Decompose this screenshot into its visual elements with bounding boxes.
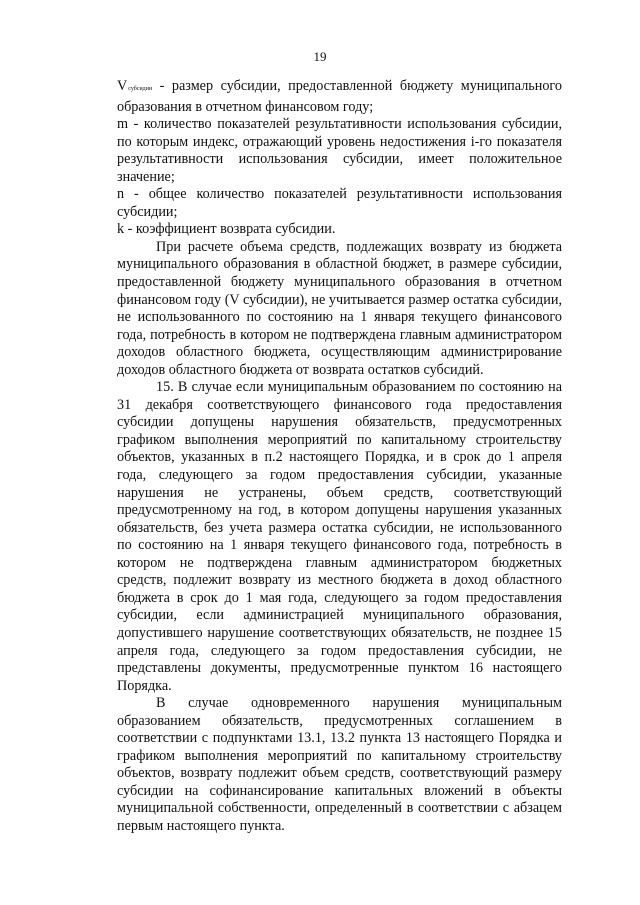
simultaneous-violation-paragraph: В случае одновременного нарушения муниципальным образованием обязательств, предусмотренных соглашением в соответствии с подпунктами 13.1, 13.2 пункта 13 настоящего Порядка и графиком выполнения мероприятий по капитальному строительству объектов, возврату подлежит объем средств, соответствующий размеру субсидии на софинансирование капитальных вложений в объекты муниципальной собственности, определенный в соответствии с абзацем первым настоящего пункта.: [117, 695, 562, 834]
m-definition: m - количество показателей результативности использования субсидии, по которым индекс, отражающий уровень недостижения i-го показателя результативности использования субсидии, имеет положительное значение;: [117, 116, 562, 185]
clause-15: 15. В случае если муниципальным образованием по состоянию на 31 декабря соответствующего финансового года предоставления субсидии допущены нарушения обязательств, предусмотренных графиком выполнения мероприятий по капитальному строительству объектов, указанных в п.2 настоящего Порядка, и в срок до 1 апреля года, следующего за годом предоставления субсидии, указанные нарушения не устранены, объем средств, соответствующий предусмотренному на год, в котором допущены нарушения указанных обязательств, без учета размера остатка субсидии, не использованного по состоянию на 1 января текущего финансового года, потребность в котором не подтверждена главным администратором бюджетных средств, подлежит возврату из местного бюджета в доход областного бюджета в срок до 1 мая года, следующего за годом предоставления субсидии, если администрацией муниципального образования, допустившего нарушение соответствующих обязательств, не позднее 15 апреля года, следующего за годом предоставления субсидии, не представлены документы, предусмотренные пунктом 16 настоящего Порядка.: [117, 379, 562, 694]
v-definition: [117, 78, 562, 116]
v-definition-text: - размер субсидии, предоставленной бюджету муниципального образования в отчетном финансовом году;: [117, 78, 562, 115]
n-definition: n - общее количество показателей результативности использования субсидии;: [117, 186, 562, 220]
v-symbol: V: [117, 78, 128, 94]
v-subscript: субсидии: [128, 86, 153, 92]
page-number: 19: [313, 49, 327, 64]
document-body: [117, 78, 562, 836]
k-definition: k - коэффициент возврата субсидии.: [117, 221, 336, 238]
calculation-note: При расчете объема средств, подлежащих возврату из бюджета муниципального образования в областной бюджет, в размере субсидии, предоставленной бюджету муниципального образования в отчетном финансовом году (V субсидии), не учитывается размер остатка субсидии, не использованного по состоянию на 1 января текущего финансового года, потребность в котором не подтверждена главным администратором доходов областного бюджета, осуществляющим администрирование доходов областного бюджета от возврата остатков субсидий.: [117, 238, 562, 378]
